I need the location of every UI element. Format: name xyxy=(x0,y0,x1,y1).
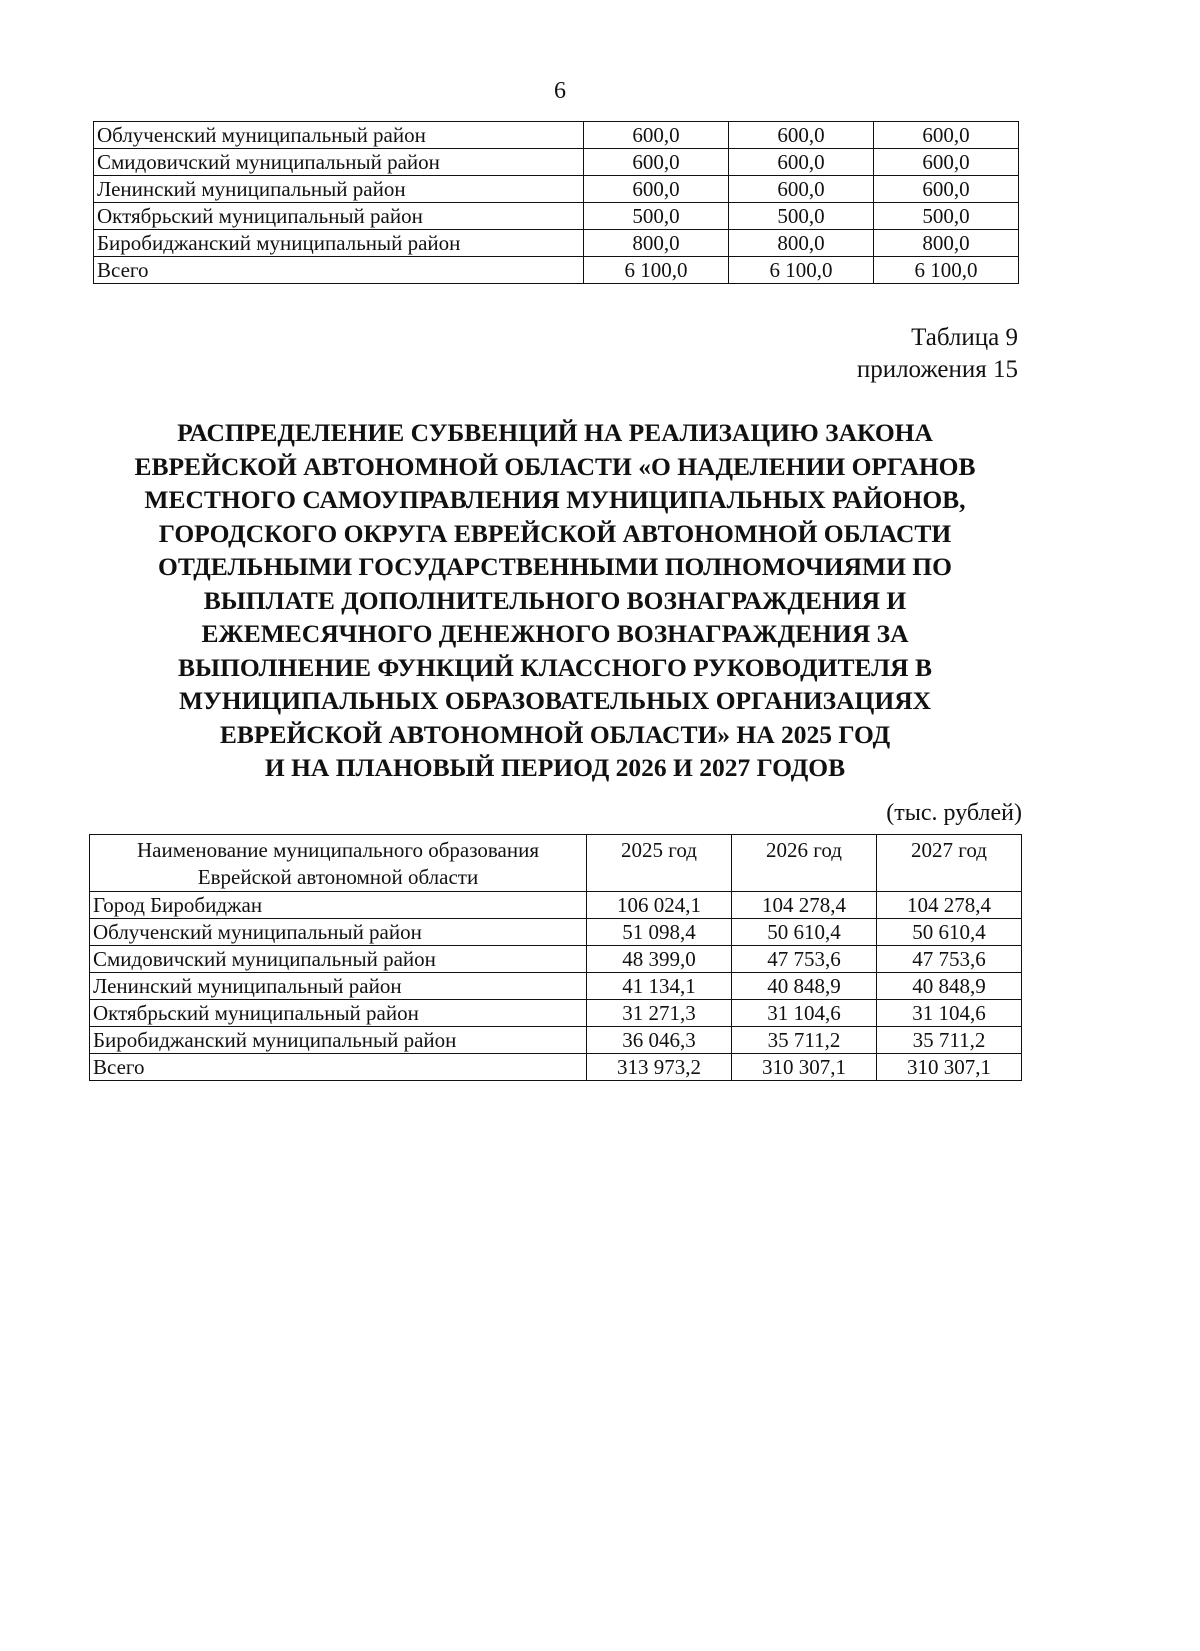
heading-line: МЕСТНОГО САМОУПРАВЛЕНИЯ МУНИЦИПАЛЬНЫХ РАЙОНОВ, xyxy=(144,485,966,514)
continued-distribution-table xyxy=(93,121,1019,284)
value-2026-cell: 800,0 xyxy=(729,230,874,257)
value-2025-cell: 106 024,1 xyxy=(587,892,732,919)
value-2026-cell: 40 848,9 xyxy=(732,973,877,1000)
value-2027-cell: 47 753,6 xyxy=(877,946,1022,973)
table-row xyxy=(90,973,1022,1000)
municipality-header-line2: Еврейской автономной области xyxy=(197,865,479,889)
row-name-cell: Биробиджанский муниципальный район xyxy=(94,230,584,257)
heading-line: ЕЖЕМЕСЯЧНОГО ДЕНЕЖНОГО ВОЗНАГРАЖДЕНИЯ ЗА xyxy=(201,619,909,648)
appendix-caption: приложения 15 xyxy=(856,356,1018,383)
value-2027-cell: 310 307,1 xyxy=(877,1054,1022,1081)
year-2027-column-header: 2027 год xyxy=(877,835,1022,892)
row-name-cell: Всего xyxy=(94,257,584,284)
row-name-cell: Ленинский муниципальный район xyxy=(94,176,584,203)
value-2026-cell: 104 278,4 xyxy=(732,892,877,919)
table-row xyxy=(90,919,1022,946)
value-2025-cell: 41 134,1 xyxy=(587,973,732,1000)
value-2027-cell: 6 100,0 xyxy=(874,257,1019,284)
value-2025-cell: 500,0 xyxy=(584,203,729,230)
value-2027-cell: 40 848,9 xyxy=(877,973,1022,1000)
heading-line: ГОРОДСКОГО ОКРУГА ЕВРЕЙСКОЙ АВТОНОМНОЙ ОБЛАСТИ xyxy=(158,518,952,548)
heading-line: МУНИЦИПАЛЬНЫХ ОБРАЗОВАТЕЛЬНЫХ ОРГАНИЗАЦИЯХ xyxy=(178,686,932,715)
value-2026-cell: 47 753,6 xyxy=(732,946,877,973)
units-note: (тыс. рублей) xyxy=(886,800,1022,826)
year-2025-column-header: 2025 год xyxy=(587,835,732,892)
heading-line: ЕВРЕЙСКОЙ АВТОНОМНОЙ ОБЛАСТИ» НА 2025 ГОД xyxy=(219,719,891,749)
value-2026-cell: 600,0 xyxy=(729,149,874,176)
value-2027-cell: 50 610,4 xyxy=(877,919,1022,946)
total-row xyxy=(94,257,1019,284)
row-name-cell: Город Биробиджан xyxy=(90,892,587,919)
value-2026-cell: 600,0 xyxy=(729,122,874,149)
table-number-caption: Таблица 9 xyxy=(911,324,1018,351)
row-name-cell: Октябрьский муниципальный район xyxy=(90,1000,587,1027)
table-row xyxy=(94,203,1019,230)
header-row xyxy=(90,835,1022,892)
heading-line: ОТДЕЛЬНЫМИ ГОСУДАРСТВЕННЫМИ ПОЛНОМОЧИЯМИ ПО xyxy=(158,552,952,581)
value-2025-cell: 51 098,4 xyxy=(587,919,732,946)
value-2026-cell: 31 104,6 xyxy=(732,1000,877,1027)
total-row xyxy=(90,1054,1022,1081)
table-row xyxy=(90,946,1022,973)
value-2027-cell: 35 711,2 xyxy=(877,1027,1022,1054)
value-2026-cell: 35 711,2 xyxy=(732,1027,877,1054)
value-2025-cell: 600,0 xyxy=(584,149,729,176)
row-name-cell: Смидовичский муниципальный район xyxy=(94,149,584,176)
value-2027-cell: 31 104,6 xyxy=(877,1000,1022,1027)
value-2025-cell: 800,0 xyxy=(584,230,729,257)
heading-line: РАСПРЕДЕЛЕНИЕ СУБВЕНЦИЙ НА РЕАЛИЗАЦИЮ ЗАКОНА xyxy=(177,418,933,447)
row-name-cell: Октябрьский муниципальный район xyxy=(94,203,584,230)
municipality-column-header xyxy=(90,835,587,892)
heading-line: ЕВРЕЙСКОЙ АВТОНОМНОЙ ОБЛАСТИ «О НАДЕЛЕНИИ ОРГАНОВ xyxy=(134,451,976,481)
table-row xyxy=(94,230,1019,257)
municipality-header-line1: Наименование муниципального образования xyxy=(137,838,539,862)
heading-line: ВЫПОЛНЕНИЕ ФУНКЦИЙ КЛАССНОГО РУКОВОДИТЕЛЯ В xyxy=(178,652,932,682)
page-number: 6 xyxy=(554,78,566,104)
value-2027-cell: 600,0 xyxy=(874,122,1019,149)
value-2025-cell: 600,0 xyxy=(584,176,729,203)
row-name-cell: Облученский муниципальный район xyxy=(94,122,584,149)
value-2027-cell: 800,0 xyxy=(874,230,1019,257)
heading-line: ВЫПЛАТЕ ДОПОЛНИТЕЛЬНОГО ВОЗНАГРАЖДЕНИЯ И xyxy=(203,585,907,615)
value-2025-cell: 313 973,2 xyxy=(587,1054,732,1081)
document-heading xyxy=(80,416,1030,785)
value-2025-cell: 31 271,3 xyxy=(587,1000,732,1027)
year-2026-column-header: 2026 год xyxy=(732,835,877,892)
table-row xyxy=(90,1000,1022,1027)
value-2025-cell: 36 046,3 xyxy=(587,1027,732,1054)
value-2027-cell: 104 278,4 xyxy=(877,892,1022,919)
table-row xyxy=(94,122,1019,149)
value-2026-cell: 50 610,4 xyxy=(732,919,877,946)
value-2027-cell: 600,0 xyxy=(874,176,1019,203)
row-name-cell: Смидовичский муниципальный район xyxy=(90,946,587,973)
table-row xyxy=(90,1027,1022,1054)
row-name-cell: Облученский муниципальный район xyxy=(90,919,587,946)
table-row xyxy=(94,176,1019,203)
value-2026-cell: 500,0 xyxy=(729,203,874,230)
row-name-cell: Ленинский муниципальный район xyxy=(90,973,587,1000)
value-2025-cell: 600,0 xyxy=(584,122,729,149)
table-row xyxy=(90,892,1022,919)
row-name-cell: Биробиджанский муниципальный район xyxy=(90,1027,587,1054)
heading-line: И НА ПЛАНОВЫЙ ПЕРИОД 2026 И 2027 ГОДОВ xyxy=(264,753,846,782)
value-2026-cell: 6 100,0 xyxy=(729,257,874,284)
value-2025-cell: 48 399,0 xyxy=(587,946,732,973)
value-2026-cell: 600,0 xyxy=(729,176,874,203)
subventions-distribution-table xyxy=(89,834,1022,1081)
value-2025-cell: 6 100,0 xyxy=(584,257,729,284)
row-name-cell: Всего xyxy=(90,1054,587,1081)
value-2027-cell: 500,0 xyxy=(874,203,1019,230)
value-2026-cell: 310 307,1 xyxy=(732,1054,877,1081)
table-row xyxy=(94,149,1019,176)
value-2027-cell: 600,0 xyxy=(874,149,1019,176)
